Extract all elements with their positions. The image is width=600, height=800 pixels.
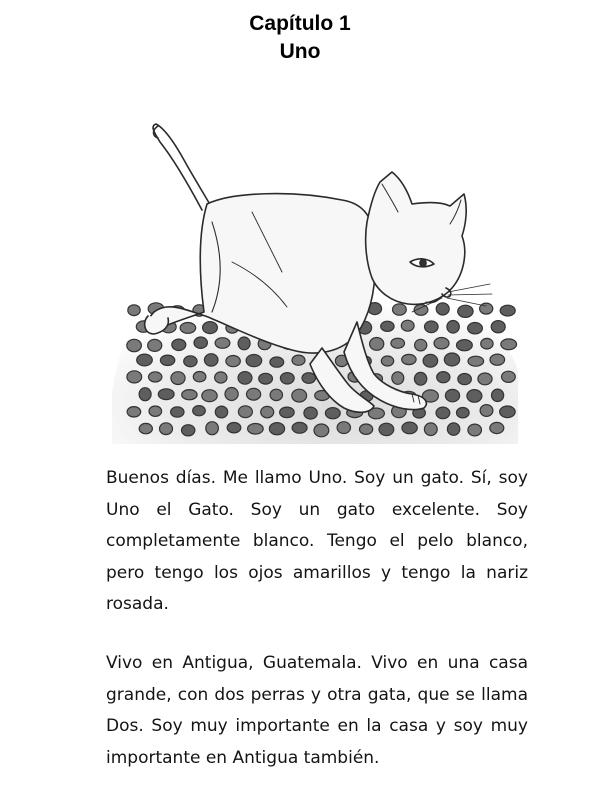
cobblestone [436,303,449,315]
cobblestone [128,305,140,316]
cobblestone [314,424,329,437]
chapter-title: Uno [279,40,321,63]
cobblestone [194,337,207,348]
cobblestone [468,356,484,366]
cobblestone [304,407,317,419]
cobblestone [280,407,295,418]
cobblestone [458,305,473,317]
cobblestone [137,354,153,366]
cobblestone [182,390,197,400]
cobblestone [457,408,470,418]
cobblestone [423,354,438,367]
cobblestone [226,356,240,367]
cobblestone [203,322,218,334]
cobblestone [381,321,394,331]
cobblestone [391,338,405,348]
cobblestone [127,339,142,351]
cobblestone [392,372,404,384]
paragraph-2: Vivo en Antigua, Guatemala. Vivo en una casa grande, con dos perras y otra gata, que se llama Dos. Soy muy importante en la casa y soy muy importante en Antigua también. [106,653,528,768]
cobblestone [204,354,218,366]
cobblestone [149,372,162,382]
cobblestone [447,321,459,334]
cobblestone [302,373,316,384]
cobblestone [468,424,482,436]
cobblestone [490,354,505,365]
cobblestone [402,354,416,364]
cobblestone [414,372,426,385]
cobblestone [370,338,384,351]
cobblestone [148,339,162,351]
cobblestone [270,389,282,400]
cobblestone [379,423,394,435]
cobblestone [292,389,307,402]
cobblestone [172,339,186,350]
cobblestone [261,406,274,417]
cobblestone [401,320,414,331]
cobblestone [227,423,241,433]
cobblestone [434,338,449,349]
cobblestone [248,424,264,435]
chapter-heading [0,10,600,66]
cobblestone [393,304,407,315]
cobblestone [171,407,184,417]
cobblestone [415,339,427,351]
cat-drawing [112,112,520,444]
cobblestone [160,355,174,365]
cobblestone [160,423,173,435]
cobblestone [480,405,493,417]
cobblestone [180,323,196,334]
cobblestone [436,407,450,419]
cobblestone [481,338,493,349]
cobblestone [246,355,262,367]
cobblestone [478,373,492,385]
cobblestone [139,388,151,401]
cobblestone [171,372,185,385]
cobblestone [184,356,197,367]
cobblestone [215,338,230,349]
cobblestone [270,357,284,367]
cobblestone [292,422,307,433]
cobblestone [225,388,238,401]
cobblestone [402,422,417,434]
cobblestone [238,337,250,350]
cobblestone [381,356,393,366]
cobblestone [182,425,195,436]
cobblestone [337,422,350,434]
cobblestone [127,371,142,383]
cobblestone [425,321,439,333]
cobblestone [468,323,483,334]
cobblestone [457,340,473,351]
cobblestone [139,423,152,433]
cobblestone [202,390,217,402]
cobblestone [158,389,174,400]
cobblestone [127,407,141,417]
cobblestone [490,422,504,433]
cobblestone [238,372,252,385]
cobblestone [444,353,459,366]
cobblestone [193,372,206,382]
cobblestone [467,390,482,403]
cobblestone [269,423,284,435]
cat-illustration [112,112,520,444]
cobblestone [238,406,252,418]
cobblestone [500,305,515,316]
paragraph-1: Buenos días. Me llamo Uno. Soy un gato. Sí, soy Uno el Gato. Soy un gato excelente. Soy completamente blanco. Tengo el pelo blanco, pero tengo los ojos amarillos y tengo la nariz rosada. [106,468,528,614]
cobblestone [259,373,273,384]
chapter-number: Capítulo 1 [249,12,351,35]
cobblestone [502,371,516,382]
cobblestone [149,406,162,416]
cobblestone [500,406,516,418]
cobblestone [501,339,517,350]
cobblestone [445,389,459,401]
cobblestone [280,373,294,384]
cobblestone [458,374,472,385]
cobblestone [215,406,227,418]
cobblestone [447,423,459,435]
cobblestone [247,388,261,400]
cobblestone [492,389,504,401]
cobblestone [206,422,219,435]
cobblestone [325,408,340,419]
cobblestone [215,372,227,383]
cobblestone [292,355,305,365]
cobblestone [491,321,505,333]
cobblestone [437,372,450,383]
cobblestone [424,423,437,436]
cobblestone [360,424,373,434]
cobblestone [193,406,206,416]
